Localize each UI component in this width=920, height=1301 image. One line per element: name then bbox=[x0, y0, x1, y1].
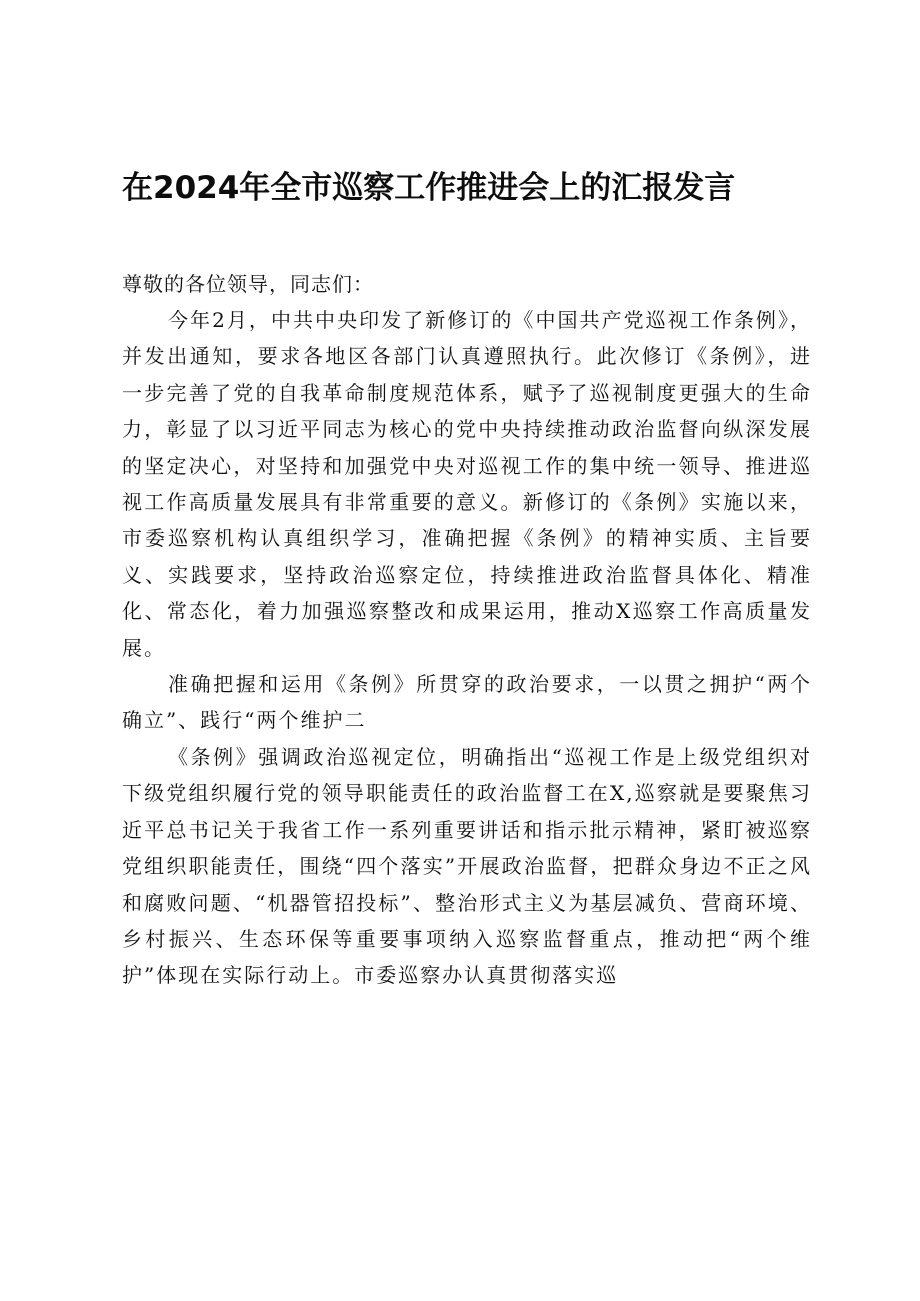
document-body bbox=[122, 266, 812, 994]
document-title: 在2024年全市巡察工作推进会上的汇报发言 bbox=[122, 170, 736, 206]
paragraph-1: 今年2月，中共中央印发了新修订的《中国共产党巡视工作条例》，并发出通知，要求各地区各部门认真遵照执行。此次修订《条例》，进一步完善了党的自我革命制度规范体系，赋予了巡视制度更强大的生命力，彰显了以习近平同志为核心的党中央持续推动政治监督向纵深发展的坚定决心，对坚持和加强党中央对巡视工作的集中统一领导、推进巡视工作高质量发展具有非常重要的意义。新修订的《条例》实施以来，市委巡察机构认真组织学习，准确把握《条例》的精神实质、主旨要义、实践要求，坚持政治巡察定位，持续推进政治监督具体化、精准化、常态化，着力加强巡察整改和成果运用，推动X巡察工作高质量发展。 bbox=[122, 308, 812, 660]
paragraph-2: 准确把握和运用《条例》所贯穿的政治要求，一以贯之拥护“两个确立”、践行“两个维护二 bbox=[122, 672, 812, 733]
paragraph-3: 《条例》强调政治巡视定位，明确指出“巡视工作是上级党组织对下级党组织履行党的领导职能责任的政治监督工在X,巡察就是要聚焦习近平总书记关于我省工作一系列重要讲话和指示批示精神，紧盯被巡察党组织职能责任，围绕“四个落实”开展政治监督，把群众身边不正之风和腐败问题、“机器管招投标”、整治形式主义为基层减负、营商环境、乡村振兴、生态环保等重要事项纳入巡察监督重点，推动把“两个维护”体现在实际行动上。市委巡察办认真贯彻落实巡 bbox=[122, 744, 812, 988]
greeting: 尊敬的各位领导，同志们： bbox=[122, 272, 374, 296]
